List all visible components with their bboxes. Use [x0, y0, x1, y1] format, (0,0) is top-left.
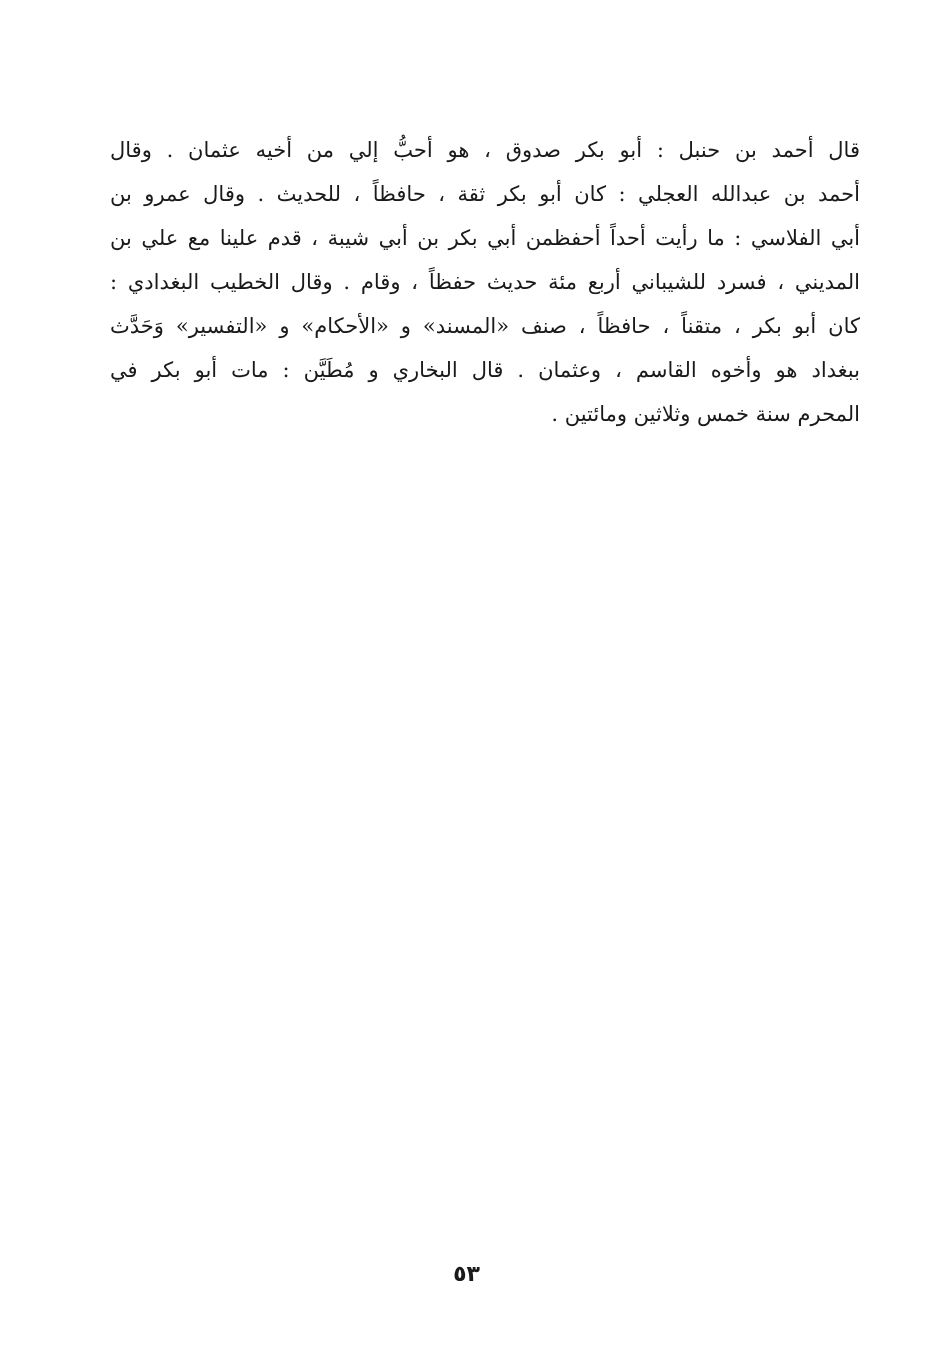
text-line-3: أبي الفلاسي : ما رأيت أحداً أحفظمن أبي بكر بن أبي شيبة ، قدم علينا مع علي بن	[110, 226, 860, 250]
text-line-5: كان أبو بكر ، متقناً ، حافظاً ، صنف «المسند» و «الأحكام» و «التفسير» وَحَدَّث	[110, 314, 860, 338]
page-number: ٥٣	[453, 1262, 480, 1287]
text-line-1: قال أحمد بن حنبل : أبو بكر صدوق ، هو أحبُّ إلي من أخيه عثمان . وقال	[110, 138, 860, 162]
text-line-2: أحمد بن عبدالله العجلي : كان أبو بكر ثقة ، حافظاً ، للحديث . وقال عمرو بن	[110, 182, 860, 206]
text-line-6: ببغداد هو وأخوه القاسم ، وعثمان . قال البخاري و مُطَيَّن : مات أبو بكر في	[110, 358, 860, 382]
text-line-4: المديني ، فسرد للشيباني أربع مئة حديث حفظاً ، وقام . وقال الخطيب البغدادي :	[110, 270, 860, 294]
text-line-7: المحرم سنة خمس وثلاثين ومائتين .	[551, 402, 860, 426]
body-paragraph	[110, 128, 860, 436]
